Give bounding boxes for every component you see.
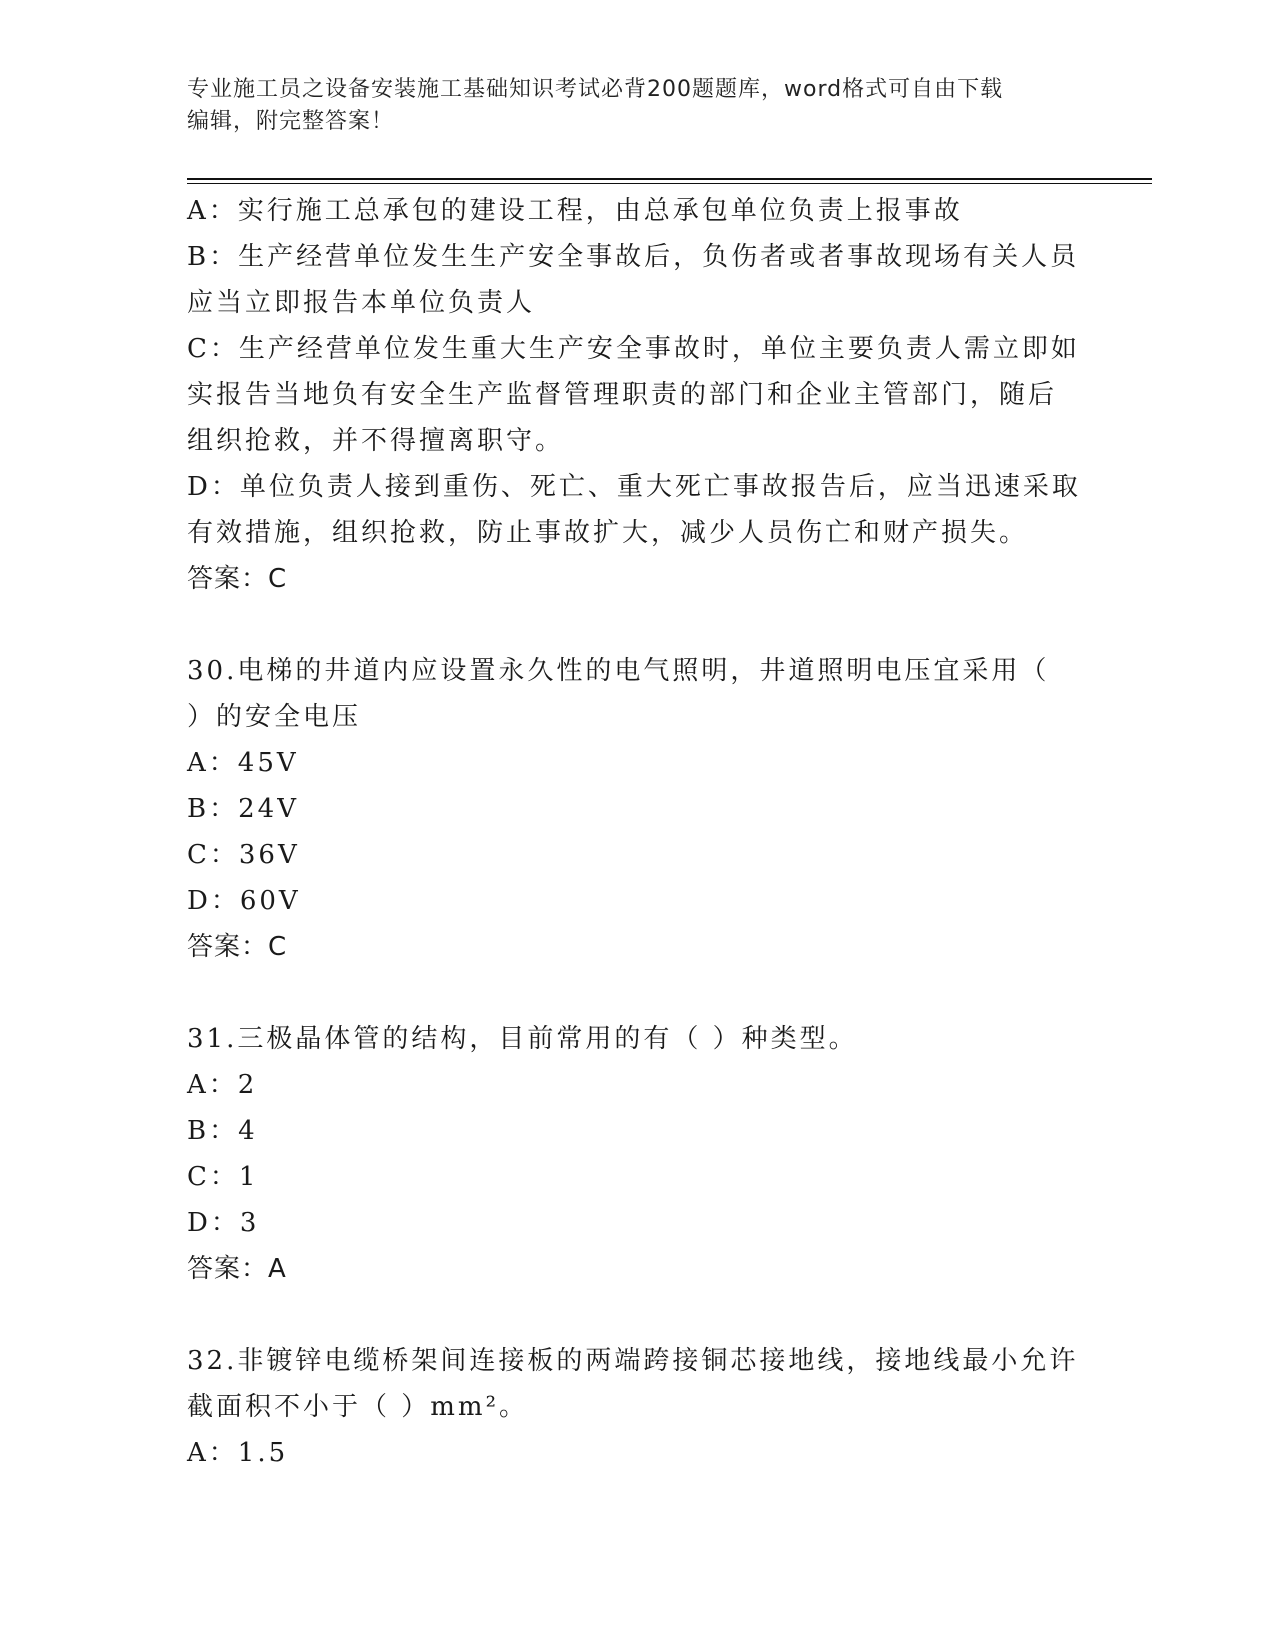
question-32: [187, 1338, 1077, 1476]
question-stem-line-1: 30.电梯的井道内应设置永久性的电气照明，井道照明电压宜采用（: [187, 656, 1050, 686]
question-stem-line-1: 32.非镀锌电缆桥架间连接板的两端跨接铜芯接地线，接地线最小允许: [187, 1346, 1079, 1376]
option-c: C：36V: [187, 840, 300, 870]
option-b: B：24V: [187, 794, 299, 824]
option-b-line-2: 应当立即报告本单位负责人: [187, 288, 536, 318]
option-c: C：1: [187, 1162, 259, 1192]
header-divider-thin: [187, 183, 1152, 184]
answer: 答案：A: [187, 1254, 287, 1284]
option-a: A：实行施工总承包的建设工程，由总承包单位负责上报事故: [187, 196, 963, 226]
option-c-line-1: C：生产经营单位发生重大生产安全事故时，单位主要负责人需立即如: [187, 334, 1080, 364]
spacer: [187, 602, 1077, 648]
question-stem-line-2: ）的安全电压: [187, 702, 362, 732]
option-a: A：1.5: [187, 1438, 289, 1468]
answer: 答案：C: [187, 932, 288, 962]
document-header: [187, 74, 1067, 138]
option-a: A：2: [187, 1070, 258, 1100]
option-d-line-1: D：单位负责人接到重伤、死亡、重大死亡事故报告后，应当迅速采取: [187, 472, 1081, 502]
option-d: D：3: [187, 1208, 260, 1238]
option-c-line-3: 组织抢救，并不得擅离职守。: [187, 426, 565, 456]
option-a: A：45V: [187, 748, 299, 778]
header-title-line-2: 编辑，附完整答案！: [187, 109, 395, 134]
question-31: [187, 1016, 1077, 1292]
question-stem-line-2: 截面积不小于（ ）mm²。: [187, 1392, 528, 1422]
option-c-line-2: 实报告当地负有安全生产监督管理职责的部门和企业主管部门，随后: [187, 380, 1058, 410]
spacer: [187, 970, 1077, 1016]
option-b-line-1: B：生产经营单位发生生产安全事故后，负伤者或者事故现场有关人员: [187, 242, 1080, 272]
option-d-line-2: 有效措施，组织抢救，防止事故扩大，减少人员伤亡和财产损失。: [187, 518, 1029, 548]
question-content: [187, 188, 1081, 1476]
question-29-options: [187, 188, 1081, 602]
option-b: B：4: [187, 1116, 258, 1146]
spacer: [187, 1292, 1077, 1338]
question-stem: 31.三极晶体管的结构，目前常用的有（ ）种类型。: [187, 1024, 858, 1054]
option-d: D：60V: [187, 886, 301, 916]
answer: 答案：C: [187, 564, 288, 594]
header-divider-thick: [187, 178, 1152, 180]
question-30: [187, 648, 1077, 970]
header-title-line-1: 专业施工员之设备安装施工基础知识考试必背200题题库，word格式可自由下载: [187, 77, 1004, 102]
